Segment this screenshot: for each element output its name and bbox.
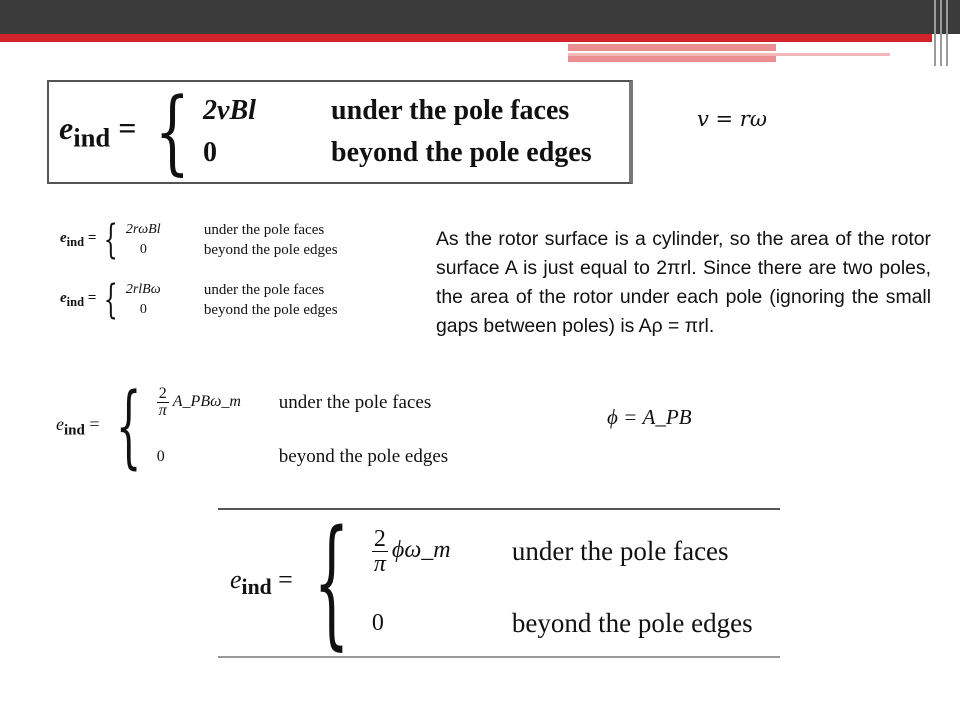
eq-cases: [157, 386, 448, 468]
left-brace: {: [104, 217, 119, 263]
eq-cases: [126, 220, 338, 260]
fraction: $\frac{2}{\pi}$: [373, 526, 386, 577]
header-divider-line: [934, 0, 936, 66]
left-brace: {: [104, 277, 119, 323]
header-divider-line: [946, 0, 948, 66]
eq-cases: [372, 527, 753, 639]
explanation-paragraph: [436, 225, 931, 341]
paragraph-text: As the rotor surface is a cylinder, so the area of the rotor surface A is just equal to 2πrl. Since there are two poles, the area of the rotor under each pole (ignoring the small gaps between poles) is Aρ = πrl.: [436, 228, 931, 337]
eq-lhs: $e_{ind}$ =: [59, 110, 137, 153]
eq-lhs: $e_{ind}$ =: [56, 414, 100, 439]
equation-eind-2rlBw: [60, 277, 338, 323]
eq-case: $\frac{2}{\pi}$ A_PBω_m under the pole faces: [158, 385, 432, 419]
accent-pink-line: [568, 53, 890, 56]
eq-cases: [203, 93, 592, 171]
eq-case: 2rωBl under the pole faces: [125, 221, 325, 238]
eq-case: 0 beyond the pole edges: [203, 137, 592, 168]
velocity-equation: v = rω: [697, 107, 767, 131]
eq-case: $\frac{2}{\pi}$ ϕω_m under the pole faces: [373, 526, 729, 577]
left-brace: {: [313, 501, 350, 664]
eq-case: 0 beyond the pole edges: [139, 241, 338, 258]
left-brace: {: [115, 374, 142, 479]
eq-cases: [126, 280, 338, 320]
eq-lhs: $e_{ind}$ =: [60, 230, 97, 249]
eq-case: 2vBl under the pole faces: [203, 95, 570, 126]
header-bar: [0, 0, 930, 34]
equation-eind-ApBwm: [56, 374, 449, 479]
equation-eind-2vBl: [47, 80, 633, 184]
eq-lhs: $e_{ind}$ =: [230, 565, 293, 600]
flux-equation: ϕ = A_PB: [607, 405, 692, 429]
eq-expr: $\frac{2}{\pi}$ ϕω_m: [373, 526, 451, 577]
eq-expr: $\frac{2}{\pi}$ A_PBω_m: [158, 385, 241, 419]
eq-case: 0 beyond the pole edges: [371, 608, 753, 638]
left-brace: {: [154, 78, 190, 185]
accent-red-line: [0, 34, 932, 42]
eq-lhs: $e_{ind}$ =: [60, 290, 97, 309]
equation-eind-phi-wm: [218, 501, 780, 664]
fraction: $\frac{2}{\pi}$: [158, 385, 167, 419]
eq-case: 2rlBω under the pole faces: [125, 281, 325, 298]
eq-case: 0 beyond the pole edges: [156, 446, 449, 467]
header-divider-line: [940, 0, 942, 66]
eq-case: 0 beyond the pole edges: [139, 301, 338, 318]
equation-eind-2rwBl: [60, 217, 338, 263]
